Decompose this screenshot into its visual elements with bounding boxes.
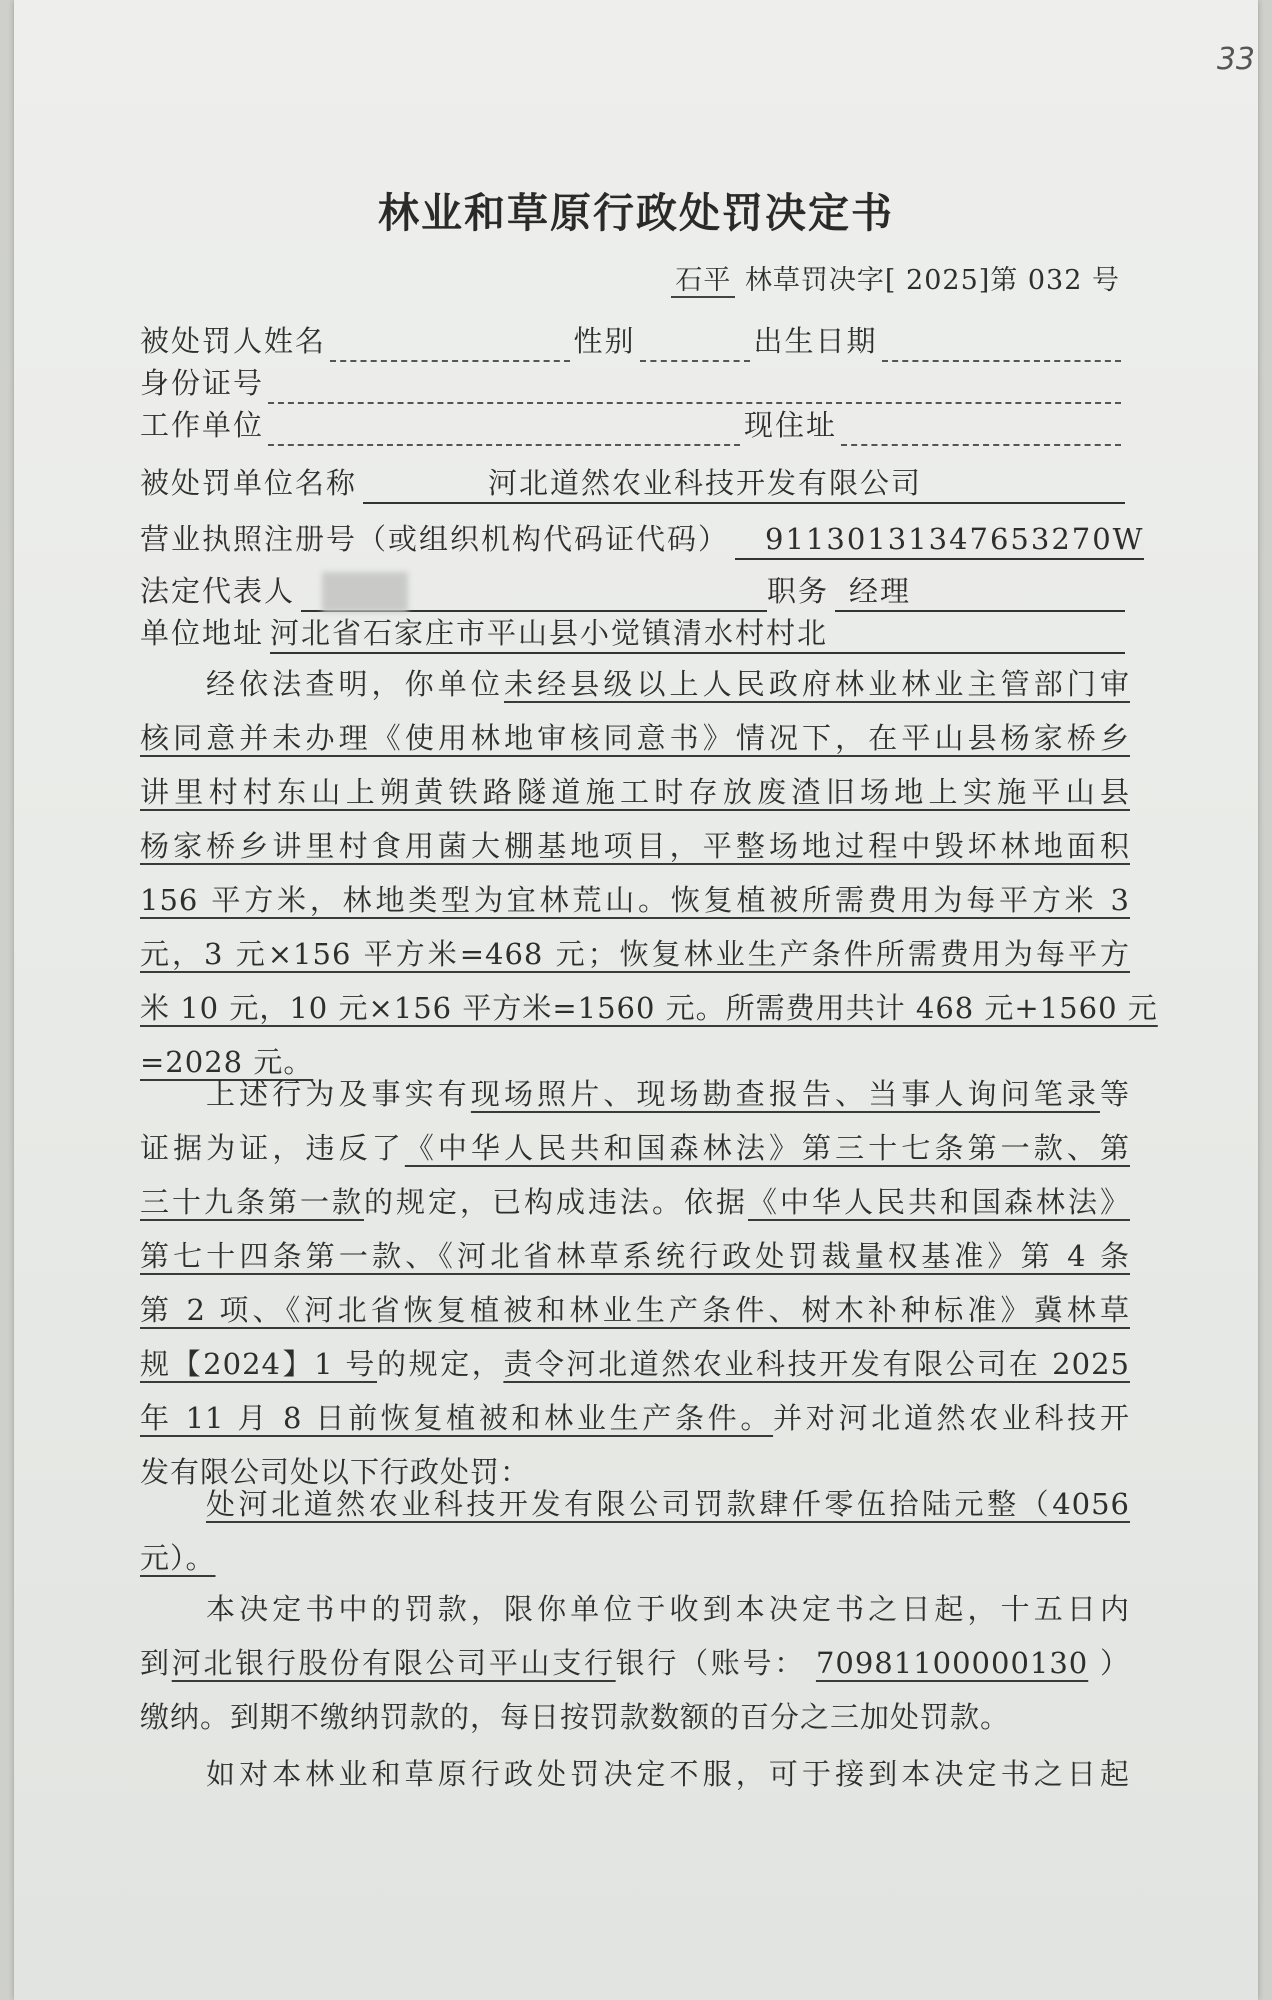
evidence-line-2: [140, 1124, 1130, 1178]
name-label: 被处罚人姓名: [140, 324, 327, 358]
evidence-line-6: [140, 1340, 1130, 1394]
position-value: 经理: [849, 574, 912, 608]
evidence-text: 并对河北道然农业科技开: [773, 1401, 1130, 1435]
license-row: [140, 518, 1145, 560]
order-text: 责令河北道然农业科技开发有限公司在 2025: [503, 1347, 1130, 1381]
facts-line-2: 核同意并未办理《使用林地审核同意书》情况下，在平山县杨家桥乡: [140, 721, 1130, 755]
unit-address-row: [140, 612, 1125, 654]
address-blank: [841, 416, 1121, 446]
appeal-paragraph: [140, 1750, 1130, 1804]
facts-line-4: 杨家桥乡讲里村食用菌大棚基地项目，平整场地过程中毁坏林地面积: [140, 829, 1130, 863]
unit-name-value: 河北道然农业科技开发有限公司: [488, 466, 923, 500]
position-field: [835, 576, 1125, 612]
unit-name-row: [140, 462, 1125, 504]
facts-line-1: [140, 660, 1130, 714]
payment-line-1: 本决定书中的罚款，限你单位于收到本决定书之日起，十五日内: [206, 1592, 1130, 1626]
payment-line-2: [140, 1639, 1130, 1693]
work-blank: [268, 416, 740, 446]
payment-text: ）: [1098, 1646, 1130, 1680]
evidence-text: 上述行为及事实有: [206, 1077, 471, 1111]
penalty-line-1: 处河北道然农业科技开发有限公司罚款肆仟零伍拾陆元整（4056: [206, 1487, 1130, 1521]
id-row: [140, 362, 1125, 404]
evidence-text: 等: [1099, 1077, 1130, 1111]
page-number: 33: [1216, 42, 1255, 77]
evidence-line-7: [140, 1394, 1130, 1448]
payment-text: 银行（账号：: [615, 1646, 806, 1680]
doc-number-prefix: 石平: [671, 265, 735, 298]
id-label: 身份证号: [140, 366, 265, 400]
doc-number-rest: 林草罚决字[ 2025]第 032 号: [744, 265, 1120, 296]
document-title: 林业和草原行政处罚决定书: [378, 189, 894, 237]
legal-rep-label: 法定代表人: [140, 574, 296, 608]
gender-blank: [640, 332, 750, 362]
evidence-line-4: 第七十四条第一款、《河北省林草系统行政处罚裁量权基准》第 4 条: [140, 1239, 1130, 1273]
license-value: 91130131347653270W: [765, 522, 1145, 556]
name-blank: [330, 332, 569, 362]
evidence-line-8: 发有限公司处以下行政处罚：: [140, 1455, 531, 1489]
basis-regulation: 规【2024】1 号: [140, 1347, 378, 1381]
violated-law: 《中华人民共和国森林法》第三十七条第一款、第: [404, 1131, 1130, 1165]
evidence-text: 的规定，已构成违法。依据: [364, 1185, 748, 1219]
appeal-line-1: 如对本林业和草原行政处罚决定不服，可于接到本决定书之日起: [206, 1757, 1130, 1791]
basis-law: 《中华人民共和国森林法》: [747, 1185, 1130, 1219]
unit-address-label: 单位地址: [140, 616, 265, 650]
penalty-paragraph: [140, 1480, 1130, 1588]
license-label: 营业执照注册号（或组织机构代码证代码）: [140, 522, 730, 556]
facts-text: 经依法查明，你单位: [206, 667, 504, 701]
gender-label: 性别: [573, 324, 636, 358]
penalty-end: 元）。: [140, 1541, 216, 1575]
position-label: 职务: [767, 574, 830, 608]
bank-name: 河北银行股份有限公司平山支行: [171, 1646, 616, 1680]
order-deadline: 年 11 月 8 日前恢复植被和林业生产条件。: [140, 1401, 774, 1435]
facts-line-3: 讲里村村东山上朔黄铁路隧道施工时存放废渣旧场地上实施平山县: [140, 775, 1130, 809]
person-row: [140, 320, 1125, 362]
license-field: [735, 524, 1144, 560]
unit-name-field: [363, 468, 1125, 504]
evidence-line-5: 第 2 项、《河北省恢复植被和林业生产条件、树木补种标准》冀林草: [140, 1293, 1130, 1327]
payment-paragraph: [140, 1585, 1130, 1747]
evidence-text: 证据为证，违反了: [140, 1131, 405, 1165]
payment-line-3: 缴纳。到期不缴纳罚款的，每日按罚款数额的百分之三加处罚款。: [140, 1700, 1011, 1734]
work-label: 工作单位: [140, 408, 265, 442]
birth-blank: [882, 332, 1121, 362]
facts-line-5: 156 平方米，林地类型为宜林荒山。恢复植被所需费用为每平方米 3: [140, 883, 1130, 917]
facts-line-6: 元，3 元×156 平方米=468 元；恢复林业生产条件所需费用为每平方: [140, 937, 1130, 971]
redacted-name: [322, 572, 408, 612]
evidence-text: 的规定，: [377, 1347, 504, 1381]
facts-line-7: 米 10 元，10 元×156 平方米=1560 元。所需费用共计 468 元+1560 元: [140, 991, 1158, 1025]
work-row: [140, 404, 1125, 446]
document-number: [580, 258, 1120, 297]
evidence-list: 现场照片、现场勘查报告、当事人询问笔录: [470, 1077, 1100, 1111]
legal-rep-row: [140, 570, 1125, 612]
payment-text: 到: [140, 1646, 172, 1680]
facts-paragraph: [140, 660, 1158, 1092]
evidence-line-1: [140, 1070, 1130, 1124]
address-label: 现住址: [743, 408, 837, 442]
penalty-line-2: [140, 1534, 1130, 1588]
birth-label: 出生日期: [753, 324, 878, 358]
evidence-line-3: [140, 1178, 1130, 1232]
unit-name-label: 被处罚单位名称: [140, 466, 358, 500]
facts-underlined: 未经县级以上人民政府林业林业主管部门审: [504, 667, 1130, 701]
unit-address-field: [270, 618, 1125, 654]
evidence-paragraph: [140, 1070, 1130, 1502]
account-number: 70981100000130: [815, 1646, 1089, 1680]
id-blank: [268, 374, 1121, 404]
violated-article: 三十九条第一款: [140, 1185, 364, 1219]
facts-end: =2028 元。: [140, 1045, 314, 1079]
unit-address-value: 河北省石家庄市平山县小觉镇清水村村北: [270, 616, 829, 650]
